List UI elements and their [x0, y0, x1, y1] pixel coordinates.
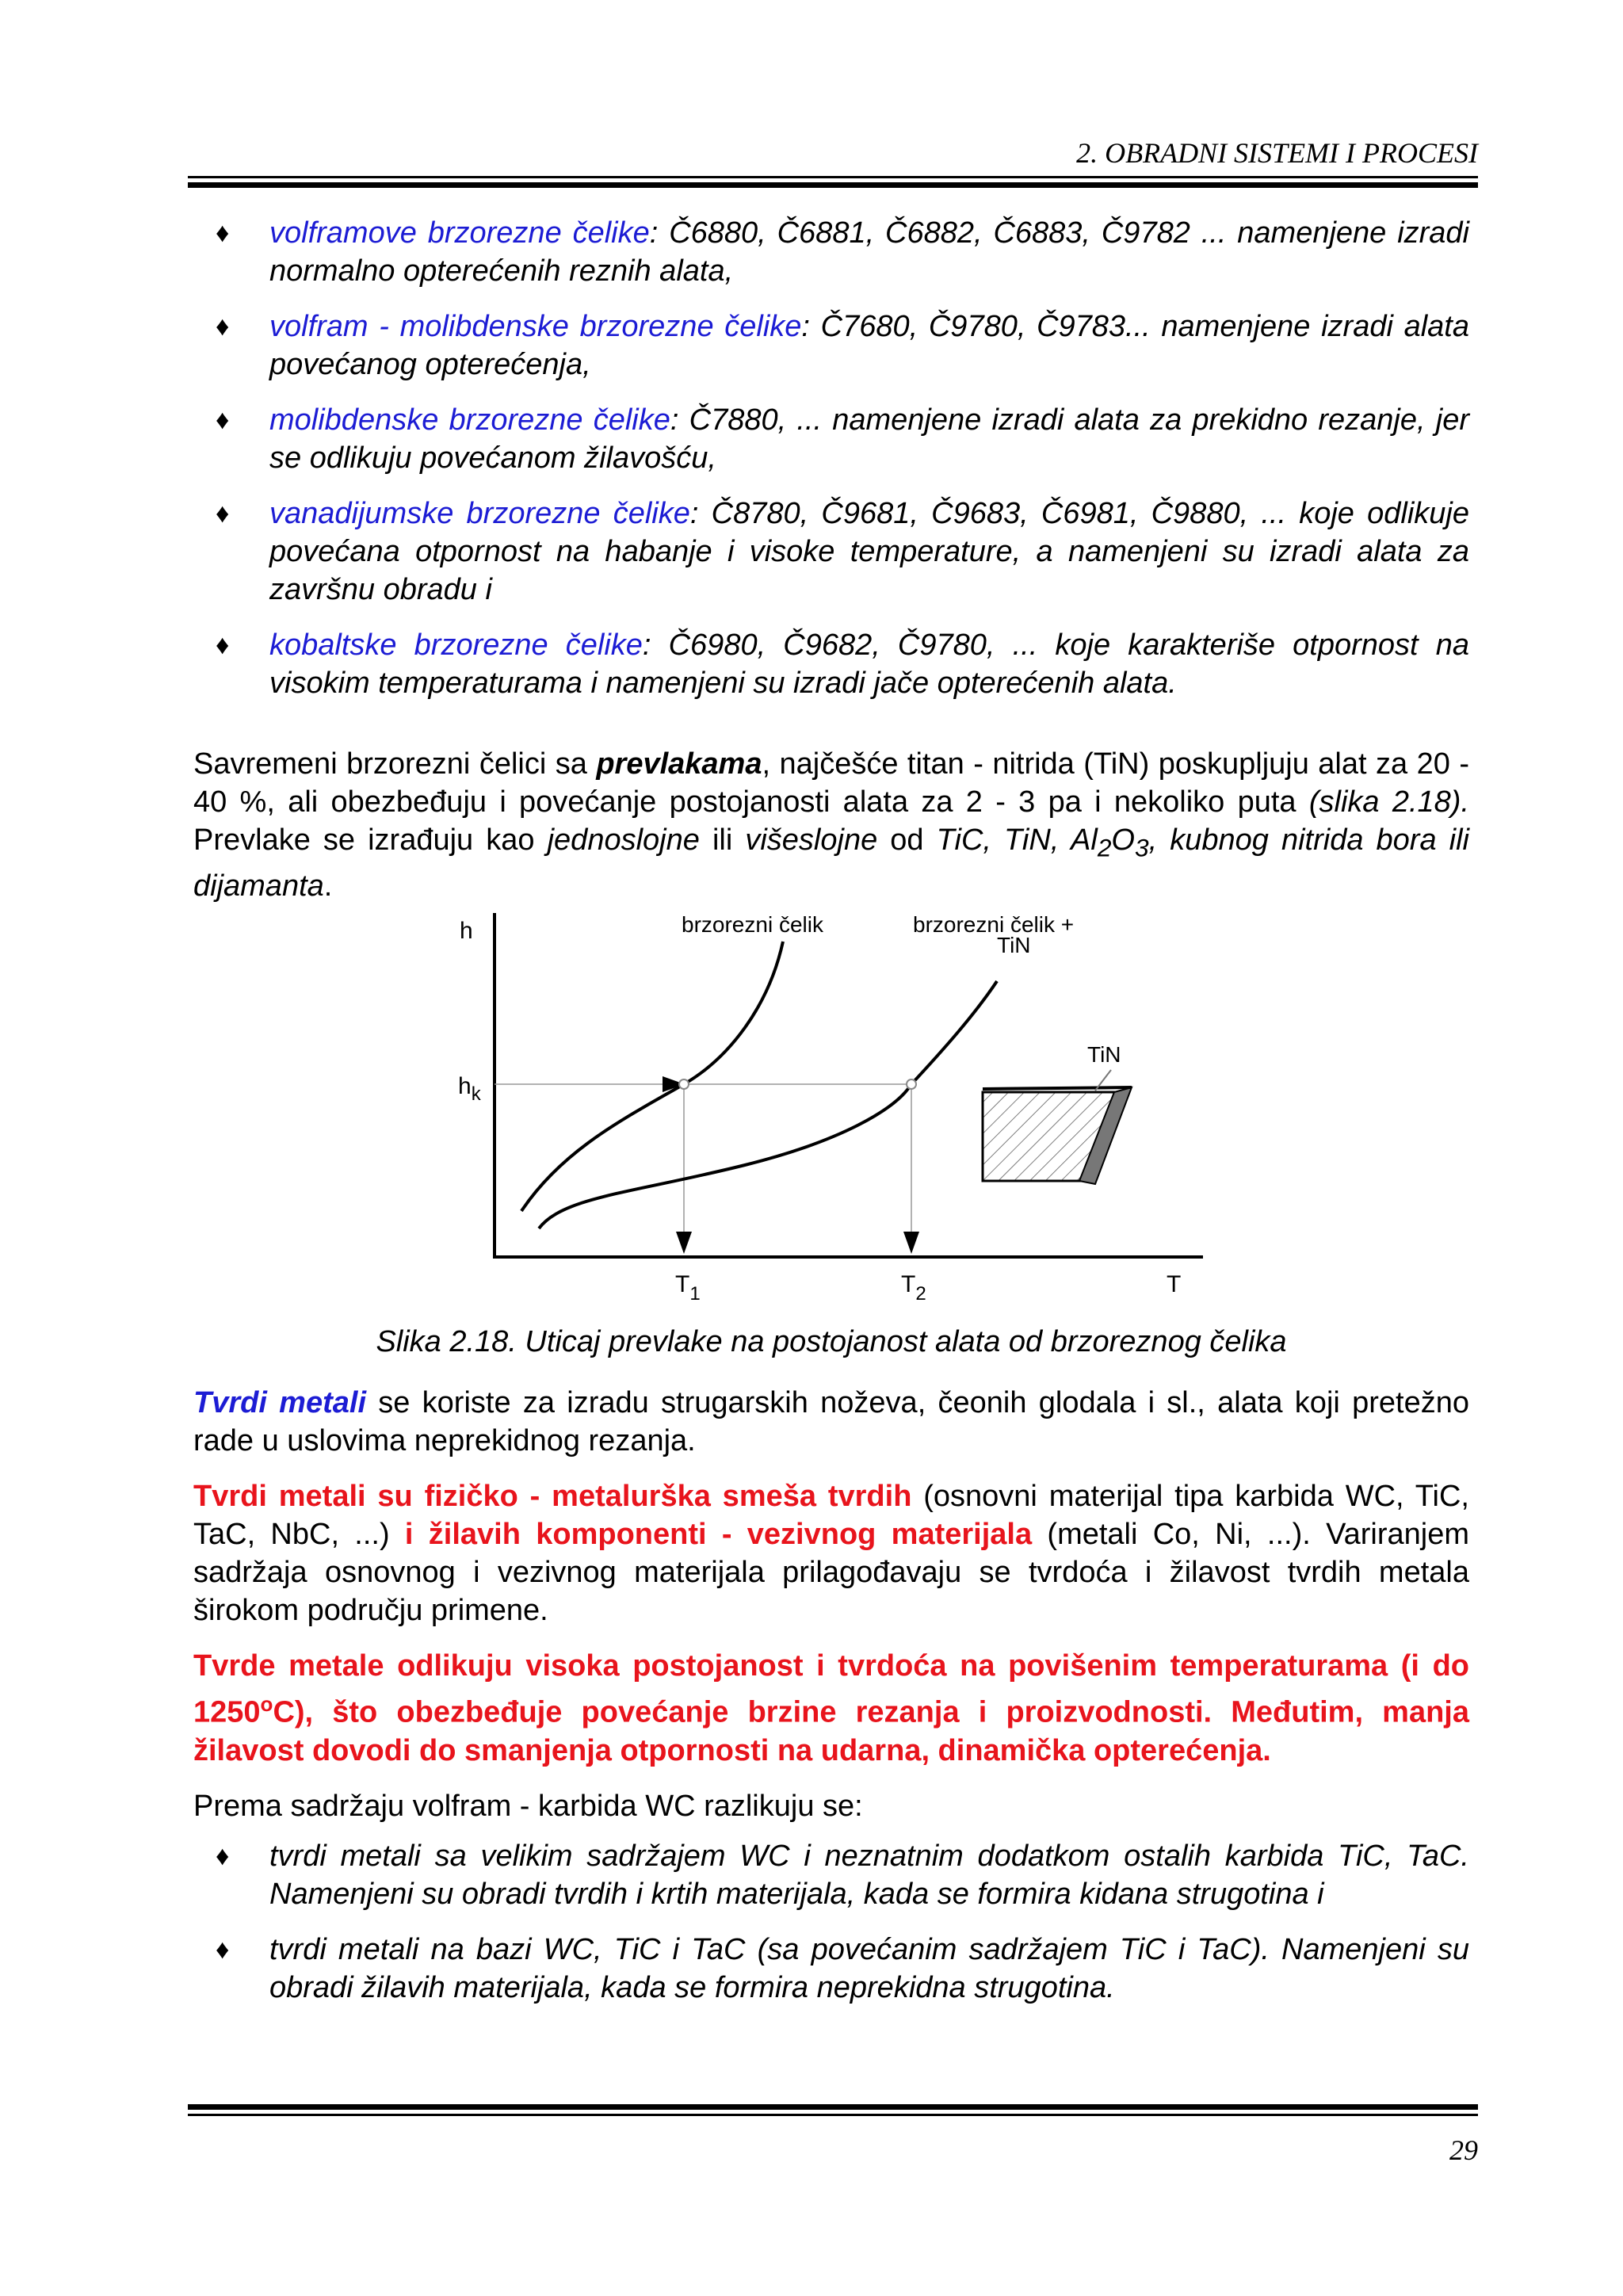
- list-item-text: tvrdi metali sa velikim sadržajem WC i neznatnim dodatkom ostalih karbida TiC, TaC. Namenjeni su obradi tvrdih i krtih materijala, kada se formira kidana strugotina i: [269, 1839, 1469, 1911]
- text-run: (osnovni materijal tipa karbida WC, TiC, TaC, NbC, ...): [193, 1480, 1469, 1551]
- carbide-intro-paragraph: [193, 1384, 1469, 1460]
- list-item: [216, 1931, 1469, 2007]
- text-run: , najčešće titan - nitrida (TiN) poskupljuju alat za 20 - 40 %, ali obezbeđuju i povećanje postojanosti alata za 2 - 3 pa i nekoliko puta: [193, 747, 1469, 819]
- y-axis-label: h: [460, 918, 473, 944]
- list-item-text: tvrdi metali na bazi WC, TiC i TaC (sa povećanim sadržajem TiC i TaC). Namenjeni su obradi žilavih materijala, kada se formira neprekidna strugotina.: [269, 1933, 1469, 2004]
- list-item: [216, 626, 1470, 702]
- highlight-text: C), što obezbeđuje povećanje brzine rezanja i proizvodnosti. Međutim, manja žilavost dovodi do smanjenja otpornosti na udarna, dinamička opterećenja.: [193, 1695, 1469, 1767]
- text-run: od: [877, 823, 937, 857]
- list-item-term: volframove brzorezne čelike: [269, 216, 650, 250]
- carbide-properties-paragraph: [193, 1647, 1469, 1770]
- list-item-term: molibdenske brzorezne čelike: [269, 403, 670, 437]
- subscript: 2: [1097, 833, 1112, 862]
- list-item-text: : Č7880, ... namenjene izradi alata za prekidno rezanje, jer se odlikuju povećanom žilavošću,: [269, 403, 1469, 475]
- formula-text: TiC, TiN, Al: [936, 823, 1098, 857]
- diamond-bullet-icon: ♦: [216, 1841, 230, 1871]
- intersection-point-t1: [679, 1079, 689, 1089]
- highlight-text: i žilavih komponenti - vezivnog materijala: [404, 1518, 1033, 1551]
- text-run: ili: [699, 823, 746, 857]
- list-item: [216, 1837, 1469, 1913]
- wc-content-intro: Prema sadržaju volfram - karbida WC razlikuju se:: [193, 1789, 863, 1823]
- list-item: [216, 401, 1469, 477]
- emphasis-term: višeslojne: [745, 823, 878, 857]
- formula-text: O: [1111, 823, 1135, 857]
- diamond-bullet-icon: ♦: [216, 218, 230, 248]
- list-item-text: : Č6880, Č6881, Č6882, Č6883, Č9782 ... namenjene izradi normalno opterećenih reznih alata,: [269, 216, 1469, 288]
- steel-types-list: [216, 214, 1470, 720]
- diamond-bullet-icon: ♦: [216, 311, 230, 342]
- emphasis-term: kubnog nitrida bora ili dijamanta: [193, 823, 1469, 903]
- list-item: [216, 495, 1469, 609]
- running-header: 2. OBRADNI SISTEMI I PROCESI: [1076, 137, 1478, 169]
- carbide-section: [193, 1384, 1469, 1843]
- curve-hss-tin-label-line1: brzorezni čelik +: [913, 912, 1075, 937]
- intersection-point-t2: [907, 1079, 916, 1089]
- emphasis-term: prevlakama: [596, 747, 762, 781]
- list-item-term: kobaltske brzorezne čelike: [269, 628, 643, 662]
- t2-label: $T_2$: [901, 1271, 926, 1305]
- header-rule-thick: [188, 182, 1478, 188]
- t1-label: $T_1$: [675, 1271, 701, 1305]
- list-item-term: vanadijumske brzorezne čelike: [269, 497, 690, 530]
- curve-hss-label: brzorezni čelik: [682, 912, 823, 937]
- diamond-bullet-icon: ♦: [216, 630, 230, 660]
- figure-2-18: [428, 904, 1220, 1316]
- footer-rule-thin: [188, 2114, 1478, 2116]
- text-run: .: [323, 869, 333, 903]
- text-run: (metali Co, Ni, ...). Variranjem sadržaja osnovnog i vezivnog materijala prilagođavaju se tvrdoća i žilavost tvrdih metala širokom području primene.: [193, 1518, 1469, 1627]
- curve-hss: [521, 942, 783, 1211]
- tin-coating-top-line: [983, 1087, 1132, 1089]
- figure-caption: Slika 2.18. Uticaj prevlake na postojanost alata od brzoreznog čelika: [376, 1325, 1287, 1358]
- coatings-paragraph: [193, 745, 1469, 923]
- carbide-types-list: [216, 1837, 1469, 2024]
- diamond-bullet-icon: ♦: [216, 405, 230, 435]
- superscript: o: [260, 1692, 273, 1716]
- curve-hss-tin: [539, 981, 997, 1228]
- hk-label: $h_k$: [458, 1073, 481, 1105]
- figure-reference: (slika 2.18).: [1308, 785, 1469, 819]
- curve-hss-tin-label-line2: TiN: [997, 933, 1031, 957]
- emphasis-term: jednoslojne: [547, 823, 700, 857]
- formula-text: ,: [1148, 823, 1158, 857]
- diamond-bullet-icon: ♦: [216, 1935, 230, 1965]
- list-item: [216, 214, 1469, 290]
- subscript: 3: [1134, 833, 1149, 862]
- carbide-composition-paragraph: [193, 1477, 1469, 1629]
- highlight-text: Tvrde metale odlikuju visoka postojanost i tvrdoća na povišenim temperaturama (i do 1250: [193, 1649, 1469, 1729]
- page-number: 29: [1449, 2134, 1478, 2166]
- list-item-text: : Č8780, Č9681, Č9683, Č6981, Č9880, ... koje odlikuje povećana otpornost na habanje i visoke temperature, a namenjeni su izradi alata za završnu obradu i: [269, 497, 1469, 606]
- header-rule-thin: [188, 176, 1478, 178]
- footer-rule-thick: [188, 2104, 1478, 2110]
- diamond-bullet-icon: ♦: [216, 499, 230, 529]
- section-term: Tvrdi metali: [193, 1386, 366, 1419]
- list-item-text: : Č7680, Č9780, Č9783... namenjene izradi alata povećanog opterećenja,: [269, 310, 1469, 381]
- list-item-term: volfram - molibdenske brzorezne čelike: [269, 310, 802, 343]
- x-axis-label: T: [1167, 1271, 1182, 1297]
- text-run: se koriste za izradu strugarskih noževa, čeonih glodala i sl., alata koji pretežno rade u uslovima neprekidnog rezanja.: [193, 1386, 1469, 1457]
- text-run: Savremeni brzorezni čelici sa: [193, 747, 597, 781]
- text-run: Prevlake se izrađuju kao: [193, 823, 548, 857]
- highlight-text: Tvrdi metali su fizičko - metalurška smeša tvrdih: [193, 1480, 912, 1513]
- list-item-text: : Č6980, Č9682, Č9780, ... koje karakteriše otpornost na visokim temperaturama i namenjeni su izradi jače opterećenih alata.: [269, 628, 1470, 700]
- list-item: [216, 308, 1469, 384]
- insert-tin-label: TiN: [1087, 1042, 1121, 1067]
